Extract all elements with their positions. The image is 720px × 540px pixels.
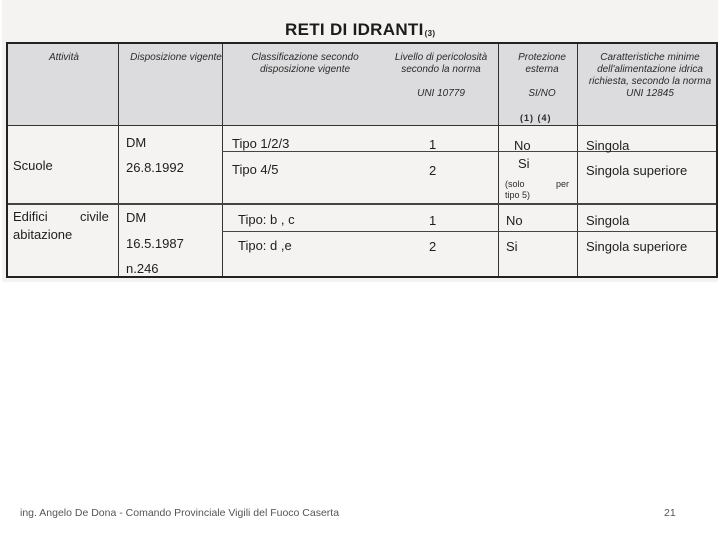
cell-disposizione-scuole-a: DM bbox=[126, 135, 147, 150]
row-divider-scuole-inner bbox=[222, 151, 716, 152]
cell-protezione-scuole-note-c: tipo 5) bbox=[505, 190, 531, 200]
header-protezione-val: SI/NO bbox=[528, 88, 556, 99]
cell-protezione-scuole-b: Si bbox=[518, 156, 530, 171]
header-caratteristiche: Caratteristiche minime dell'alimentazione idrica richiesta, secondo la norma UNI 12845 bbox=[588, 52, 712, 99]
header-livello bbox=[380, 52, 502, 100]
column-divider-3 bbox=[498, 44, 499, 276]
cell-livello-scuole-a: 1 bbox=[429, 137, 437, 152]
cell-protezione-scuole-a: No bbox=[514, 138, 531, 153]
title-row bbox=[2, 0, 718, 42]
cell-classificazione-edifici-a: Tipo: b , c bbox=[238, 212, 295, 227]
cell-attivita-scuole: Scuole bbox=[13, 158, 53, 173]
header-classificazione: Classificazione secondo disposizione vigente bbox=[251, 52, 359, 75]
header-protezione-text: Protezione esterna bbox=[518, 52, 566, 75]
header-livello-text: Livello di pericolosità secondo la norma bbox=[394, 52, 488, 75]
header-protezione-note: (1) (4) bbox=[520, 113, 552, 123]
column-divider-4 bbox=[577, 44, 578, 276]
cell-attivita-edifici-a: Edifici bbox=[13, 209, 48, 224]
header-disposizione: Disposizione vigente bbox=[130, 52, 222, 63]
cell-caratteristiche-scuole-a: Singola bbox=[586, 138, 630, 153]
cell-caratteristiche-edifici-b: Singola superiore bbox=[586, 239, 688, 254]
table-header bbox=[8, 44, 716, 126]
column-divider-2 bbox=[222, 44, 223, 276]
cell-caratteristiche-edifici-a: Singola bbox=[586, 213, 630, 228]
footer-author: ing. Angelo De Dona - Comando Provinciale Vigili del Fuoco Caserta bbox=[20, 507, 340, 519]
cell-attivita-edifici-c: abitazione bbox=[13, 227, 73, 242]
row-divider-main bbox=[8, 203, 716, 205]
slide-number: 21 bbox=[664, 507, 676, 519]
cell-protezione-edifici-a: No bbox=[506, 213, 523, 228]
cell-disposizione-edifici-b: 16.5.1987 bbox=[126, 236, 184, 251]
table-title-text: RETI DI IDRANTI bbox=[285, 20, 424, 39]
cell-livello-edifici-b: 2 bbox=[429, 239, 437, 254]
hydrant-network-table bbox=[6, 42, 718, 278]
header-attivita: Attività bbox=[48, 52, 79, 63]
cell-classificazione-scuole-b: Tipo 4/5 bbox=[232, 162, 279, 177]
scanned-table-image bbox=[2, 0, 718, 282]
table-title-ref: (3) bbox=[424, 29, 436, 38]
cell-classificazione-scuole-a: Tipo 1/2/3 bbox=[232, 136, 290, 151]
cell-protezione-scuole-note-b: per bbox=[556, 179, 570, 189]
cell-protezione-scuole-note-a: (solo bbox=[505, 179, 525, 189]
cell-caratteristiche-scuole-b: Singola superiore bbox=[586, 163, 688, 178]
cell-livello-edifici-a: 1 bbox=[429, 213, 437, 228]
table-title bbox=[285, 20, 435, 40]
row-divider-edifici-inner bbox=[222, 231, 716, 232]
cell-classificazione-edifici-b: Tipo: d ,e bbox=[238, 238, 292, 253]
header-livello-norm: UNI 10779 bbox=[417, 88, 465, 99]
cell-disposizione-scuole-b: 26.8.1992 bbox=[126, 160, 184, 175]
cell-disposizione-edifici-a: DM bbox=[126, 210, 147, 225]
header-protezione bbox=[502, 52, 582, 100]
cell-livello-scuole-b: 2 bbox=[429, 163, 437, 178]
column-divider-1 bbox=[118, 44, 119, 276]
cell-protezione-edifici-b: Si bbox=[506, 239, 518, 254]
cell-attivita-edifici-b: civile bbox=[80, 209, 109, 224]
cell-disposizione-edifici-c: n.246 bbox=[126, 261, 159, 276]
